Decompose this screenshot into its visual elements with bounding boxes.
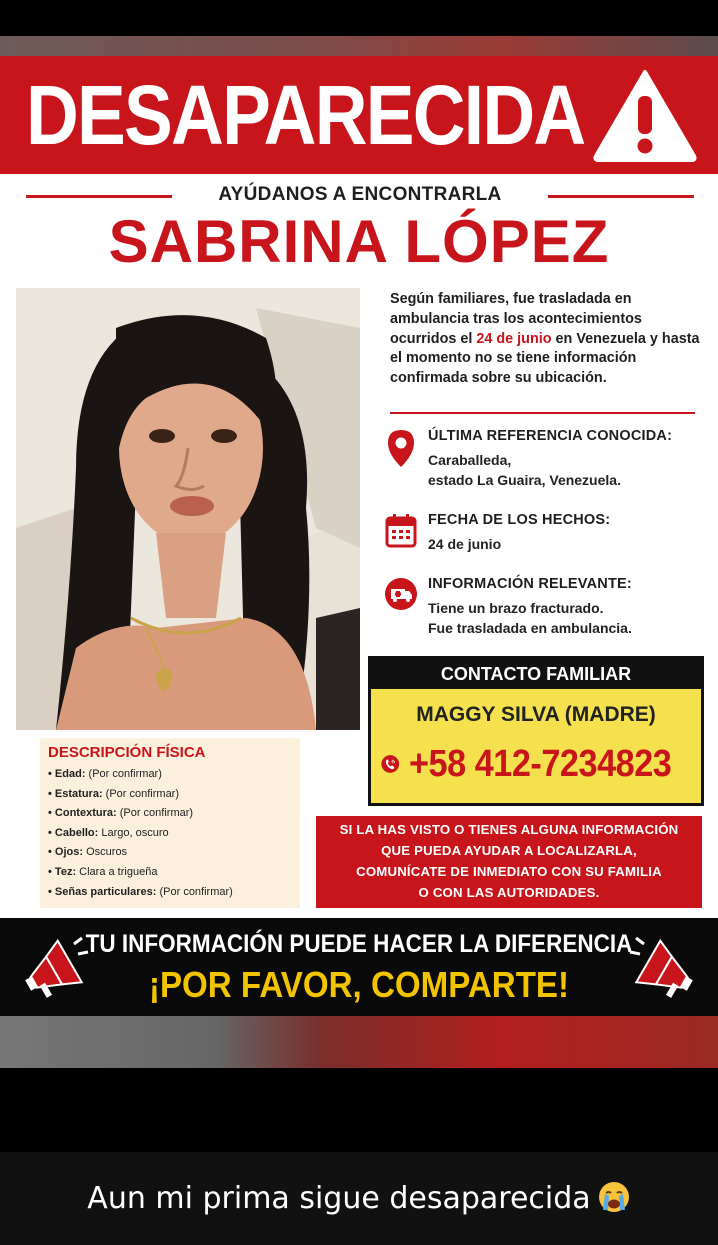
info-line: Caraballeda, bbox=[428, 452, 512, 468]
list-item bbox=[48, 843, 300, 863]
phone-icon bbox=[381, 741, 399, 787]
alert-line: SI LA HAS VISTO O TIENES ALGUNA INFORMACIÓN bbox=[339, 822, 679, 837]
info-title: ÚLTIMA REFERENCIA CONOCIDA: bbox=[428, 428, 673, 444]
item-label: Cabello: bbox=[54, 826, 99, 839]
title-banner bbox=[0, 56, 718, 174]
list-item bbox=[48, 785, 300, 805]
info-line: Fue trasladada en ambulancia. bbox=[428, 620, 632, 636]
item-value: (Por confirmar) bbox=[116, 807, 194, 820]
subtitle-row bbox=[0, 184, 718, 208]
alert-line: O CON LAS AUTORIDADES. bbox=[418, 885, 600, 900]
info-text bbox=[428, 450, 621, 490]
list-item bbox=[48, 824, 300, 844]
blurred-background-top bbox=[0, 36, 718, 56]
story-caption-bar bbox=[0, 1152, 718, 1245]
item-value: Oscuros bbox=[83, 846, 128, 859]
contact-box bbox=[368, 656, 704, 806]
item-label: Edad: bbox=[54, 768, 86, 780]
person-name: SABRINA LÓPEZ bbox=[108, 208, 610, 275]
story-text: Según familiares, fue trasladada en ambulancia tras los acontecimientos ocurridos el bbox=[390, 291, 642, 347]
info-line: Tiene un brazo fracturado. bbox=[428, 600, 604, 616]
info-text bbox=[428, 598, 632, 638]
story-paragraph bbox=[390, 290, 700, 389]
item-value: (Por confirmar) bbox=[156, 885, 233, 898]
phone-row[interactable] bbox=[381, 739, 701, 789]
footer-line-2: ¡POR FAVOR, COMPARTE! bbox=[148, 964, 570, 1005]
footer-line-1: TU INFORMACIÓN PUEDE HACER LA DIFERENCIA bbox=[85, 930, 633, 958]
list-item bbox=[48, 883, 300, 903]
item-label: Estatura: bbox=[54, 787, 103, 800]
divider bbox=[548, 195, 694, 198]
contact-header: CONTACTO FAMILIAR bbox=[371, 659, 701, 689]
physical-description bbox=[40, 738, 300, 908]
caption-text: Aun mi prima sigue desaparecida bbox=[87, 1181, 591, 1216]
person-photo bbox=[16, 288, 360, 730]
alert-line: COMUNÍCATE DE INMEDIATO CON SU FAMILIA bbox=[356, 864, 662, 879]
calendar-icon bbox=[384, 512, 418, 552]
location-pin-icon bbox=[384, 428, 418, 468]
status-bar-area bbox=[0, 0, 718, 36]
item-label: Señas particulares: bbox=[54, 885, 157, 898]
list-item bbox=[48, 804, 300, 824]
item-value: Largo, oscuro bbox=[98, 826, 169, 839]
item-value: Clara a trigueña bbox=[76, 865, 158, 878]
list-item bbox=[48, 765, 300, 785]
megaphone-icon bbox=[628, 936, 698, 1004]
crying-face-icon bbox=[597, 1180, 631, 1214]
story-text: en Venezuela y hasta el momento no se tiene información confirmada sobre su ubicación. bbox=[390, 330, 700, 387]
alert-line: QUE PUEDA AYUDAR A LOCALIZARLA, bbox=[381, 843, 637, 858]
item-value: (Por confirmar) bbox=[85, 768, 162, 780]
info-title: FECHA DE LOS HECHOS: bbox=[428, 512, 611, 528]
description-title: DESCRIPCIÓN FÍSICA bbox=[48, 744, 206, 761]
warning-icon bbox=[592, 68, 698, 162]
story-date: 24 de junio bbox=[476, 330, 552, 347]
phone-number: +58 412-7234823 bbox=[409, 742, 672, 785]
story-caption bbox=[0, 1180, 718, 1216]
ambulance-icon bbox=[384, 576, 418, 616]
divider bbox=[26, 195, 172, 198]
info-text bbox=[428, 534, 501, 554]
alert-box bbox=[316, 816, 702, 908]
list-item bbox=[48, 863, 300, 883]
item-value: (Por confirmar) bbox=[102, 787, 180, 800]
subtitle: AYÚDANOS A ENCONTRARLA bbox=[218, 184, 502, 205]
blurred-background-bottom bbox=[0, 1016, 718, 1068]
info-line: 24 de junio bbox=[428, 536, 502, 552]
missing-person-poster bbox=[0, 56, 718, 1016]
banner-title: DESAPARECIDA bbox=[26, 68, 585, 162]
info-line: estado La Guaira, Venezuela. bbox=[428, 472, 621, 488]
item-label: Tez: bbox=[54, 865, 77, 878]
item-label: Contextura: bbox=[54, 807, 117, 820]
contact-name: MAGGY SILVA (MADRE) bbox=[416, 703, 656, 726]
item-label: Ojos: bbox=[54, 846, 84, 859]
divider bbox=[390, 412, 695, 414]
description-list bbox=[48, 765, 300, 902]
footer-banner bbox=[0, 918, 718, 1016]
info-title: INFORMACIÓN RELEVANTE: bbox=[428, 576, 632, 592]
